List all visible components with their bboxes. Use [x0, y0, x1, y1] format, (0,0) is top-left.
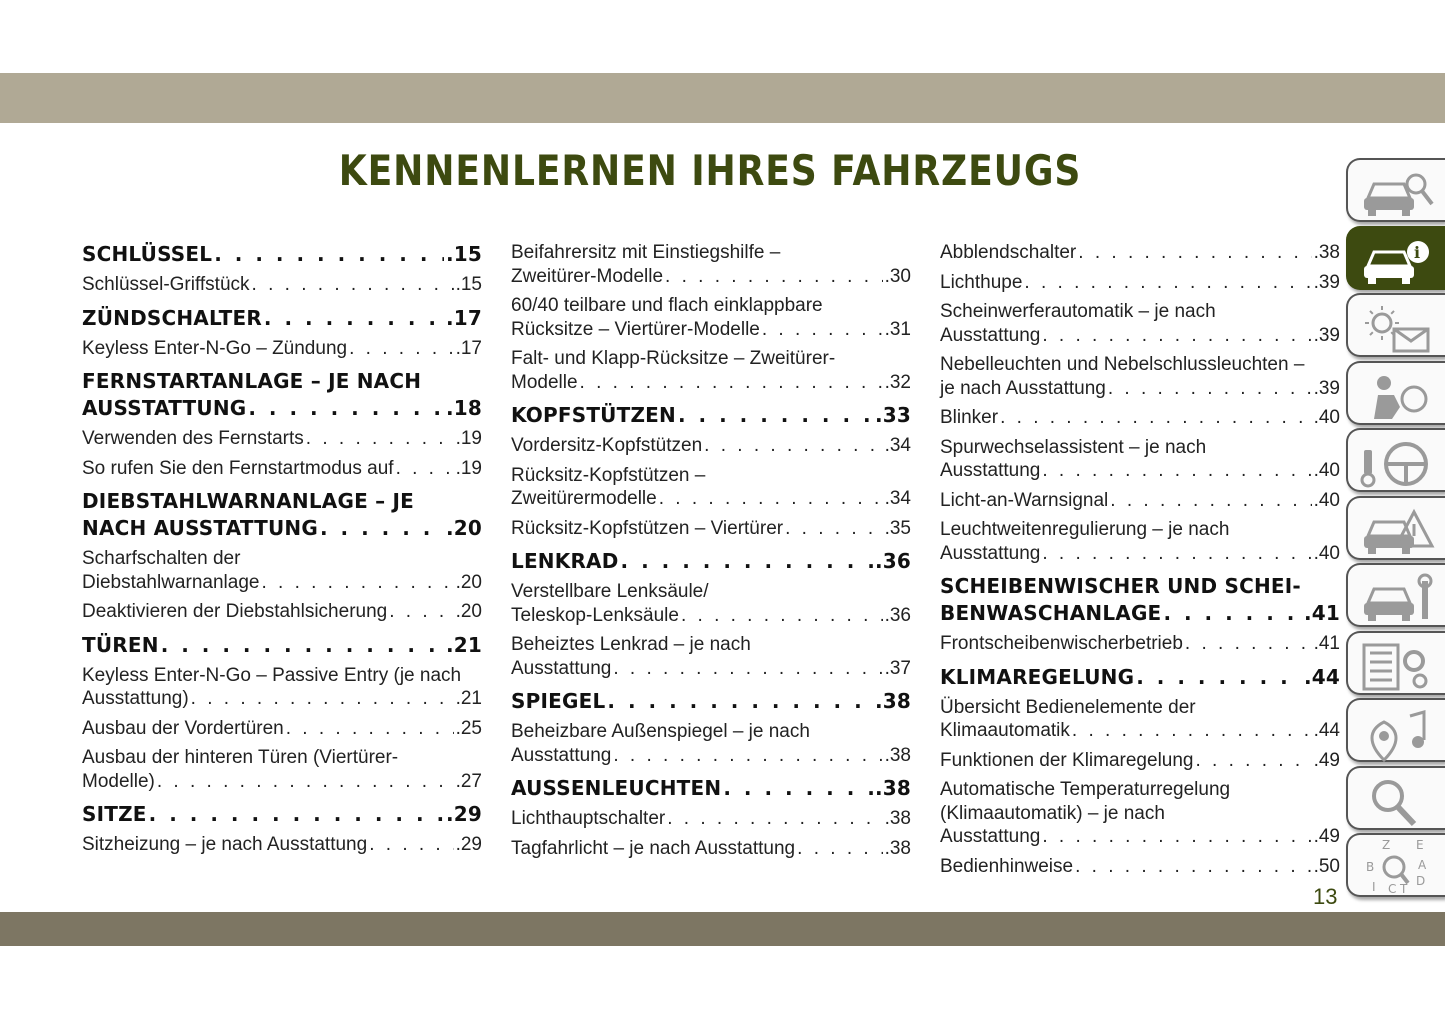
toc-entry-text: Klimaautomatik	[940, 720, 1070, 741]
dot-leader	[149, 801, 444, 828]
dot-leader	[1110, 489, 1311, 513]
toc-section-heading[interactable]	[511, 775, 911, 802]
toc-entry-text: LENKRAD	[511, 549, 619, 573]
toc-entry-text: Verstellbare Lenksäule/	[511, 581, 709, 602]
toc-page-number: .37	[884, 657, 911, 679]
toc-entry-text: Rücksitze – Viertürer-Modelle	[511, 318, 760, 340]
chapter-tab[interactable]	[1346, 766, 1445, 830]
dot-leader	[797, 837, 882, 861]
toc-section-heading[interactable]	[940, 664, 1340, 691]
toc-entry-text: Nebelleuchten und Nebelschlussleuchten –	[940, 354, 1305, 375]
toc-section-heading[interactable]	[82, 241, 482, 268]
toc-subentry[interactable]	[940, 241, 1340, 265]
svg-text:E: E	[1416, 839, 1424, 852]
chapter-tab[interactable]	[1346, 226, 1445, 290]
toc-subentry[interactable]	[82, 833, 482, 857]
toc-entry-text: je nach Ausstattung	[940, 377, 1106, 399]
dot-leader	[286, 717, 454, 741]
toc-page-number: .19	[455, 457, 482, 479]
toc-entry-text: (Klimaautomatik) – je nach	[940, 802, 1165, 824]
toc-subentry[interactable]	[940, 489, 1340, 513]
toc-page-number: .38	[1313, 242, 1340, 263]
toc-page-number: .21	[445, 632, 482, 657]
toc-page-number: .18	[445, 396, 482, 420]
toc-subentry[interactable]	[940, 271, 1340, 295]
dot-leader	[678, 402, 873, 429]
toc-subentry[interactable]	[511, 347, 911, 394]
toc-entry-text: KLIMAREGELUNG	[940, 664, 1135, 689]
toc-subentry[interactable]	[940, 696, 1340, 743]
toc-page-number: .40	[1313, 542, 1340, 564]
toc-page-number: .38	[884, 744, 911, 766]
dot-leader	[157, 770, 454, 794]
toc-section-heading[interactable]	[511, 688, 911, 715]
toc-subentry[interactable]	[940, 855, 1340, 879]
toc-section-heading[interactable]	[82, 632, 482, 659]
dot-leader	[1042, 459, 1311, 483]
dot-leader	[762, 318, 883, 342]
toc-entry-text: AUSSENLEUCHTEN	[511, 776, 722, 800]
dot-leader	[1024, 271, 1311, 295]
toc-entry-text: Beifahrersitz mit Einstiegshilfe –	[511, 242, 781, 263]
toc-section-heading[interactable]	[511, 402, 911, 429]
toc-entry-text: Ausbau der Vordertüren	[82, 717, 284, 739]
svg-text:i: i	[1414, 242, 1421, 262]
chapter-tab[interactable]	[1346, 496, 1445, 560]
toc-subentry[interactable]	[82, 664, 482, 711]
toc-entry-text: Rücksitz-Kopfstützen – Viertürer	[511, 517, 784, 539]
toc-entry-text: KOPFSTÜTZEN	[511, 403, 676, 427]
toc-entry-text: FERNSTARTANLAGE – JE NACH	[82, 369, 422, 393]
toc-entry-text: Zweitürermodelle	[511, 488, 657, 509]
toc-entry-text: Falt- und Klapp-Rücksitze – Zweitürer-	[511, 348, 836, 369]
car-info-icon	[1354, 232, 1440, 290]
toc-entry-text: Ausstattung	[940, 324, 1041, 346]
top-color-band	[0, 73, 1445, 123]
toc-entry-text: Modelle)	[82, 770, 155, 792]
toc-section-heading[interactable]	[82, 305, 482, 332]
toc-page-number: .20	[445, 516, 482, 540]
svg-text:T: T	[1400, 882, 1408, 896]
toc-entry-text: Scheinwerferautomatik – je nach	[940, 301, 1216, 322]
toc-entry-text: Abblendschalter	[940, 242, 1077, 263]
car-hazard-icon	[1354, 502, 1440, 560]
toc-entry-text: Beheizbare Außenspiegel – je nach	[511, 721, 810, 742]
toc-page-number: .35	[884, 517, 911, 539]
toc-subentry[interactable]	[511, 580, 911, 627]
toc-page-number: .31	[884, 318, 911, 340]
toc-entry-text: NACH AUSSTATTUNG	[82, 516, 318, 540]
toc-page-number: .19	[455, 428, 482, 449]
toc-entry-text: Ausstattung	[940, 460, 1041, 481]
toc-subentry[interactable]	[511, 434, 911, 458]
toc-entry-text: DIEBSTAHLWARNANLAGE – JE	[82, 489, 414, 513]
dot-leader	[621, 548, 873, 575]
toc-page-number: .41	[1303, 601, 1340, 625]
toc-subentry[interactable]	[82, 427, 482, 451]
index-alphabet-icon	[1354, 839, 1440, 897]
toc-entry-text: Vordersitz-Kopfstützen	[511, 435, 703, 456]
toc-entry-text: Rücksitz-Kopfstützen –	[511, 464, 706, 486]
toc-entry-text: 60/40 teilbare und flach einklappbare	[511, 295, 823, 316]
toc-section-heading[interactable]	[82, 801, 482, 828]
toc-entry-text: Automatische Temperaturregelung	[940, 779, 1231, 800]
page-title: KENNENLERNEN IHRES FAHRZEUGS	[338, 146, 1082, 195]
toc-entry-text: Beheiztes Lenkrad – je nach	[511, 634, 751, 655]
toc-entry-text: Bedienhinweise	[940, 855, 1074, 877]
dot-leader	[261, 571, 453, 595]
toc-subentry[interactable]	[511, 294, 911, 341]
toc-entry-text: Spurwechselassistent – je nach	[940, 436, 1207, 458]
toc-entry-text: Ausstattung	[940, 826, 1041, 847]
dot-leader	[306, 427, 454, 451]
toc-page-number: .39	[1313, 324, 1340, 346]
toc-entry-text: Verwenden des Fernstarts	[82, 428, 304, 449]
dot-leader	[1000, 406, 1312, 430]
dot-leader	[320, 515, 444, 542]
toc-column-2	[511, 241, 911, 866]
toc-page-number: .49	[1313, 749, 1340, 771]
toc-subentry[interactable]	[82, 273, 482, 297]
toc-page-number: .20	[455, 571, 482, 593]
toc-entry-text: Licht-an-Warnsignal	[940, 489, 1109, 511]
toc-subentry[interactable]	[940, 300, 1340, 347]
dot-leader	[1108, 377, 1312, 401]
chapter-tab[interactable]	[1346, 631, 1445, 695]
dot-leader	[349, 337, 454, 361]
toc-page-number: .44	[1313, 720, 1340, 741]
toc-page-number: .25	[455, 717, 482, 739]
dot-leader	[607, 688, 873, 715]
toc-page-number: .39	[1313, 377, 1340, 399]
toc-entry-text: AUSSTATTUNG	[82, 396, 247, 420]
toc-page-number: .29	[445, 802, 482, 826]
svg-text:D: D	[1416, 874, 1426, 888]
toc-page-number: .36	[884, 604, 911, 626]
toc-subentry[interactable]	[940, 353, 1340, 400]
toc-entry-text: TÜREN	[82, 632, 159, 657]
toc-column-3	[940, 241, 1340, 884]
toc-entry-text: SCHEIBENWISCHER UND SCHEI-	[940, 574, 1301, 598]
toc-entry-text: Ausstattung)	[82, 688, 189, 709]
toc-subentry[interactable]	[82, 746, 482, 793]
dot-leader	[580, 371, 883, 395]
toc-entry-text: Leuchtweitenregulierung – je nach	[940, 519, 1230, 540]
toc-entry-text: Modelle	[511, 371, 578, 393]
toc-entry-text: Funktionen der Klimaregelung	[940, 749, 1194, 771]
dot-leader	[1042, 825, 1311, 849]
toc-entry-text: Sitzheizung – je nach Ausstattung	[82, 834, 368, 855]
toc-section-heading[interactable]	[940, 573, 1340, 627]
chapter-tab[interactable]	[1346, 428, 1445, 492]
svg-text:A: A	[1418, 858, 1427, 872]
toc-entry-text: Keyless Enter-N-Go – Zündung	[82, 337, 348, 359]
dot-leader	[252, 273, 454, 297]
toc-page-number: .49	[1313, 826, 1340, 847]
toc-entry-text: Schlüssel-Griffstück	[82, 274, 250, 295]
toc-entry-text: So rufen Sie den Fernstartmodus auf	[82, 457, 394, 479]
toc-section-heading[interactable]	[82, 488, 482, 542]
toc-page-number: .38	[884, 808, 911, 829]
toc-page-number: .40	[1313, 460, 1340, 481]
key-steering-wheel-icon	[1354, 434, 1440, 492]
chapter-tab[interactable]	[1346, 563, 1445, 627]
toc-subentry[interactable]	[511, 720, 911, 767]
dot-leader	[248, 395, 444, 422]
toc-page-number: .40	[1313, 489, 1340, 511]
toc-entry-text: Teleskop-Lenksäule	[511, 604, 679, 626]
toc-page-number: .38	[874, 689, 911, 713]
toc-entry-text: SITZE	[82, 802, 147, 826]
dot-leader	[659, 487, 883, 511]
toc-subentry[interactable]	[940, 778, 1340, 849]
chapter-tab[interactable]	[1346, 361, 1445, 425]
toc-entry-text: Übersicht Bedienelemente der	[940, 696, 1196, 718]
dot-leader	[1042, 324, 1311, 348]
dot-leader	[1136, 664, 1302, 691]
chapter-tab[interactable]	[1346, 158, 1445, 222]
dot-leader	[1042, 542, 1311, 566]
toc-entry-text: Ausstattung	[511, 657, 612, 679]
spec-list-gear-icon	[1354, 637, 1440, 695]
svg-text:B: B	[1366, 860, 1375, 874]
toc-subentry[interactable]	[940, 632, 1340, 656]
dot-leader	[264, 305, 444, 332]
dot-leader	[396, 457, 454, 481]
toc-page-number: .32	[884, 371, 911, 393]
toc-entry-text: Deaktivieren der Diebstahlsicherung	[82, 601, 388, 622]
toc-page-number: .29	[455, 834, 482, 855]
toc-entry-text: Tagfahrlicht – je nach Ausstattung	[511, 837, 796, 859]
toc-section-heading[interactable]	[82, 368, 482, 422]
car-magnifier-icon	[1354, 164, 1440, 222]
toc-entry-text: Scharfschalten der	[82, 548, 241, 569]
bottom-color-band	[0, 912, 1445, 946]
dot-leader	[1185, 632, 1312, 656]
toc-page-number: .17	[445, 305, 482, 330]
dot-leader	[785, 517, 882, 541]
toc-page-number: .41	[1313, 633, 1340, 654]
dot-leader	[1075, 855, 1311, 879]
toc-entry-text: Lichthupe	[940, 271, 1023, 293]
dot-leader	[613, 744, 882, 768]
search-icon	[1354, 772, 1440, 830]
multimedia-icon	[1354, 704, 1440, 762]
dot-leader	[389, 600, 453, 624]
dot-leader	[369, 833, 453, 857]
toc-subentry[interactable]	[82, 600, 482, 624]
toc-entry-text: Frontscheibenwischerbetrieb	[940, 633, 1183, 654]
page-number: 13	[1313, 884, 1338, 909]
toc-entry-text: Zweitürer-Modelle	[511, 265, 664, 287]
toc-subentry[interactable]	[511, 633, 911, 680]
toc-subentry[interactable]	[511, 464, 911, 511]
toc-page-number: .36	[874, 549, 911, 573]
toc-page-number: .38	[884, 837, 911, 859]
toc-entry-text: Ausstattung	[940, 542, 1041, 564]
toc-entry-text: Ausbau der hinteren Türen (Viertürer-	[82, 747, 399, 768]
chapter-tab[interactable]	[1346, 833, 1445, 897]
airbag-person-icon	[1354, 367, 1440, 425]
toc-page-number: .33	[874, 403, 911, 427]
toc-page-number: .27	[455, 770, 482, 792]
toc-page-number: .15	[455, 274, 482, 295]
dot-leader	[214, 241, 444, 268]
toc-page-number: .44	[1303, 664, 1340, 689]
dot-leader	[161, 632, 444, 659]
toc-page-number: .40	[1313, 407, 1340, 428]
toc-entry-text: Diebstahlwarnanlage	[82, 571, 260, 593]
toc-column-1	[82, 241, 482, 863]
dot-leader	[1196, 749, 1312, 773]
toc-subentry[interactable]	[940, 518, 1340, 565]
dot-leader	[704, 434, 882, 458]
dot-leader	[1078, 241, 1311, 265]
toc-page-number: .38	[874, 776, 911, 800]
dot-leader	[665, 265, 883, 289]
dot-leader	[681, 604, 883, 628]
dot-leader	[723, 775, 873, 802]
toc-subentry[interactable]	[82, 337, 482, 361]
toc-subentry[interactable]	[82, 457, 482, 481]
dot-leader	[667, 807, 882, 831]
toc-entry-text: Ausstattung	[511, 744, 612, 766]
toc-page-number: .17	[455, 337, 482, 359]
dot-leader	[1072, 719, 1312, 743]
toc-entry-text: SPIEGEL	[511, 689, 606, 713]
toc-entry-text: SCHLÜSSEL	[82, 242, 213, 266]
toc-page-number: .34	[884, 488, 911, 509]
car-wrench-icon	[1354, 569, 1440, 627]
toc-entry-text: BENWASCHANLAGE	[940, 601, 1162, 625]
chapter-tab[interactable]	[1346, 293, 1445, 357]
toc-entry-text: Blinker	[940, 407, 999, 428]
toc-subentry[interactable]	[511, 807, 911, 831]
dot-leader	[1163, 600, 1302, 627]
dot-leader	[613, 657, 882, 681]
toc-subentry[interactable]	[940, 436, 1340, 483]
dot-leader	[191, 687, 454, 711]
toc-page-number: .50	[1313, 855, 1340, 877]
toc-subentry[interactable]	[82, 547, 482, 594]
toc-subentry[interactable]	[511, 241, 911, 288]
toc-section-heading[interactable]	[511, 548, 911, 575]
toc-page-number: .20	[455, 601, 482, 622]
toc-entry-text: Keyless Enter-N-Go – Passive Entry (je nach	[82, 664, 462, 686]
toc-entry-text: Lichthauptschalter	[511, 808, 666, 829]
toc-page-number: .30	[884, 265, 911, 287]
toc-page-number: .15	[445, 242, 482, 266]
toc-page-number: .39	[1313, 271, 1340, 293]
toc-page-number: .34	[884, 435, 911, 456]
toc-subentry[interactable]	[82, 717, 482, 741]
svg-text:Z: Z	[1382, 839, 1391, 852]
svg-text:I: I	[1372, 880, 1376, 894]
toc-entry-text: ZÜNDSCHALTER	[82, 305, 262, 330]
toc-subentry[interactable]	[940, 749, 1340, 773]
toc-subentry[interactable]	[511, 517, 911, 541]
warning-light-message-icon	[1354, 299, 1440, 357]
toc-subentry[interactable]	[511, 837, 911, 861]
svg-text:C: C	[1388, 882, 1397, 896]
toc-subentry[interactable]	[940, 406, 1340, 430]
toc-page-number: .21	[455, 688, 482, 709]
chapter-tab[interactable]	[1346, 698, 1445, 762]
